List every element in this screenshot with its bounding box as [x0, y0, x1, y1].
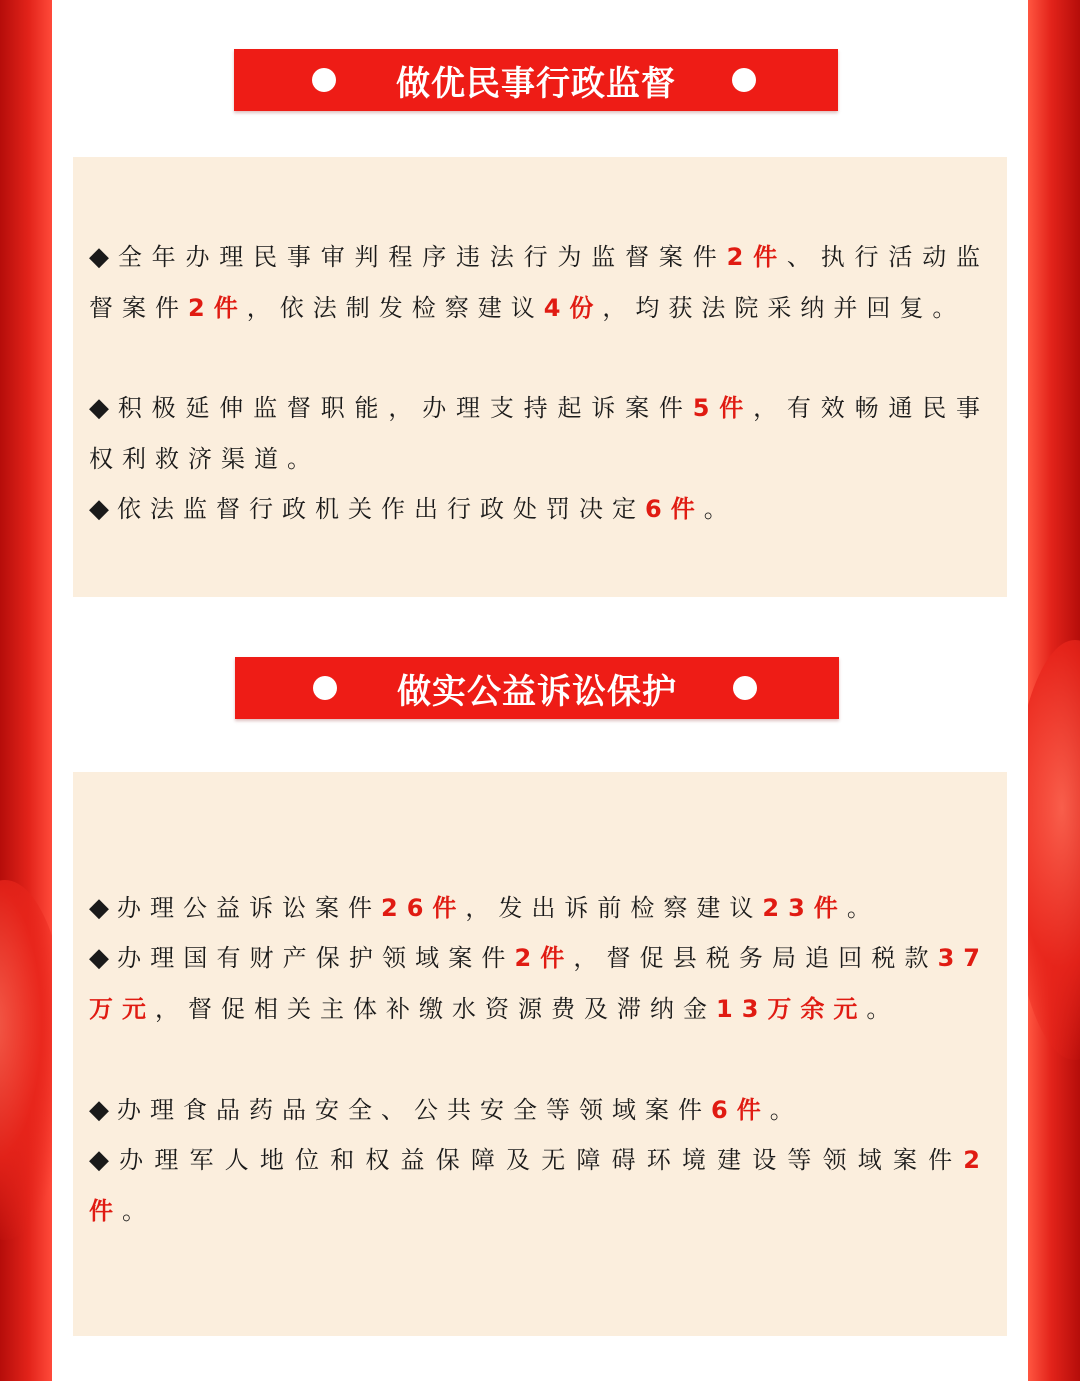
diamond-bullet-icon: ◆: [89, 943, 110, 973]
section-card-civil-admin: [73, 157, 1007, 597]
diamond-bullet-icon: ◆: [89, 494, 109, 524]
banner-dot-right-icon: [732, 68, 756, 92]
list-item: ◆ 办理公益诉讼案件26件，发出诉前检察建议23件。: [89, 893, 880, 923]
list-item: ◆ 依法监督行政机关作出行政处罚决定6件。: [89, 494, 737, 524]
diamond-bullet-icon: ◆: [89, 242, 110, 272]
list-item: ◆ 办理军人地位和权益保障及无障碍环境建设等领域案件2件。: [89, 1145, 989, 1225]
list-item: ◆ 办理食品药品安全、公共安全等领域案件6件。: [89, 1095, 803, 1125]
section-card-public-interest: [73, 772, 1007, 1336]
diamond-bullet-icon: ◆: [89, 393, 110, 423]
content-page: [52, 0, 1028, 1381]
banner-dot-left-icon: [313, 676, 337, 700]
section-title: 做优民事行政监督: [396, 63, 676, 104]
list-item: ◆ 积极延伸监督职能，办理支持起诉案件5件，有效畅通民事权利救济渠道。: [89, 393, 990, 473]
banner-dot-left-icon: [312, 68, 336, 92]
list-item: ◆ 全年办理民事审判程序违法行为监督案件2件、执行活动监督案件2件，依法制发检察建议4份，均获法院采纳并回复。: [89, 242, 990, 322]
diamond-bullet-icon: ◆: [89, 1095, 109, 1125]
banner-dot-right-icon: [733, 676, 757, 700]
diamond-bullet-icon: ◆: [89, 893, 109, 923]
section-banner-public-interest: [235, 657, 839, 719]
diamond-bullet-icon: ◆: [89, 1145, 112, 1175]
list-item: ◆ 办理国有财产保护领域案件2件，督促县税务局追回税款37万元，督促相关主体补缴水资源费及滞纳金13万余元。: [89, 943, 990, 1023]
section-banner-civil-admin: [234, 49, 838, 111]
section-title: 做实公益诉讼保护: [397, 671, 677, 712]
